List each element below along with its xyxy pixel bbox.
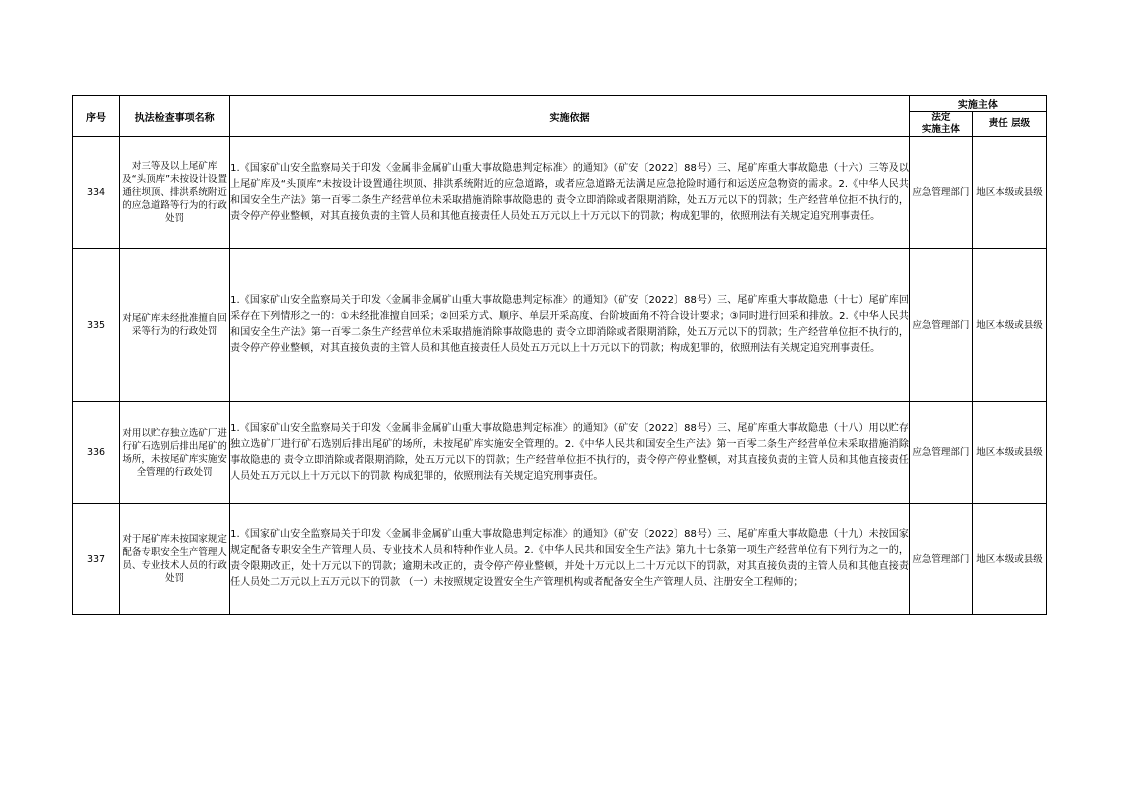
table-row (73, 249, 1047, 402)
header-legal-entity (909, 112, 972, 137)
row-seq: 334 (73, 137, 120, 249)
row-basis: 1.《国家矿山安全监察局关于印发〈金属非金属矿山重大事故隐患判定标准〉的通知》（矿安〔2022〕88号）三、尾矿库重大事故隐患（十八）用以贮存独立选矿厂进行矿石选别后排出尾矿的场所，未按尾矿库实施安全管理的。2.《中华人民共和国安全生产法》第一百零二条生产经营单位未采取措施消除事故隐患的 责令立即消除或者限期消除，处五万元以下的罚款；生产经营单位拒不执行的，责令停产停业整顿，对其直接负责的主管人员和其他直接责任人员处五万元以上十万元以下的罚款 构成犯罪的，依照刑法有关规定追究刑事责任。 (230, 402, 910, 504)
row-seq: 337 (73, 504, 120, 615)
row-item-name: 对尾矿库未经批准擅自回采等行为的行政处罚 (120, 249, 230, 402)
row-basis: 1.《国家矿山安全监察局关于印发〈金属非金属矿山重大事故隐患判定标准〉的通知》（矿安〔2022〕88号）三、尾矿库重大事故隐患（十七）尾矿库回采存在下列情形之一的：①未经批准擅自回采；②回采方式、顺序、单层开采高度、台阶坡面角不符合设计要求；③同时进行回采和排放。2.《中华人民共和国安全生产法》第一百零二条生产经营单位未采取措施消除事故隐患的 责令立即消除或者限期消除，处五万元以下的罚款；生产经营单位拒不执行的，责令停产停业整顿，对其直接负责的主管人员和其他直接责任人员处五万元以上十万元以下的罚款；构成犯罪的，依照刑法有关规定追究刑事责任。 (230, 249, 910, 402)
header-level: 责任 层级 (972, 112, 1046, 137)
header-basis: 实施依据 (230, 96, 910, 137)
row-basis: 1.《国家矿山安全监察局关于印发〈金属非金属矿山重大事故隐患判定标准〉的通知》（矿安〔2022〕88号）三、尾矿库重大事故隐患（十九）未按国家规定配备专职安全生产管理人员、专业技术人员和特种作业人员。2.《中华人民共和国安全生产法》第九十七条第一项生产经营单位有下列行为之一的，责令限期改正，处十万元以下的罚款；逾期未改正的，责令停产停业整顿，并处十万元以上二十万元以下的罚款，对其直接负责的主管人员和其他直接责任人员处二万元以上五万元以下的罚款 （一）未按照规定设置安全生产管理机构或者配备安全生产管理人员、注册安全工程师的； (230, 504, 910, 615)
row-legal-entity: 应急管理部门 (909, 504, 972, 615)
row-legal-entity: 应急管理部门 (909, 249, 972, 402)
enforcement-table (72, 95, 1047, 615)
header-legal-entity-line1: 法定 (931, 112, 951, 123)
row-level: 地区本级或县级 (972, 402, 1046, 504)
header-subject-group: 实施主体 (909, 96, 1046, 112)
row-item-name: 对于尾矿库未按国家规定配备专职安全生产管理人员、专业技术人员的行政处罚 (120, 504, 230, 615)
row-level: 地区本级或县级 (972, 137, 1046, 249)
row-seq: 336 (73, 402, 120, 504)
row-legal-entity: 应急管理部门 (909, 137, 972, 249)
row-level: 地区本级或县级 (972, 504, 1046, 615)
row-basis: 1.《国家矿山安全监察局关于印发〈金属非金属矿山重大事故隐患判定标准〉的通知》（矿安〔2022〕88号）三、尾矿库重大事故隐患（十六）三等及以上尾矿库及“头顶库”未按设计设置通往坝顶、排洪系统附近的应急道路，或者应急道路无法满足应急抢险时通行和运送应急物资的需求。2.《中华人民共和国安全生产法》第一百零二条生产经营单位未采取措施消除事故隐患的 责令立即消除或者限期消除，处五万元以下的罚款；生产经营单位拒不执行的，责令停产停业整顿，对其直接负责的主管人员和其他直接责任人员处五万元以上十万元以下的罚款；构成犯罪的，依照刑法有关规定追究刑事责任。 (230, 137, 910, 249)
table-row (73, 402, 1047, 504)
header-seq: 序号 (73, 96, 120, 137)
table-row (73, 137, 1047, 249)
header-legal-entity-line2: 实施主体 (921, 124, 960, 135)
row-item-name: 对三等及以上尾矿库及“头顶库”未按设计设置通往坝顶、排洪系统附近的应急道路等行为的行政处罚 (120, 137, 230, 249)
table-row (73, 504, 1047, 615)
row-legal-entity: 应急管理部门 (909, 402, 972, 504)
row-level: 地区本级或县级 (972, 249, 1046, 402)
enforcement-table-sheet (72, 95, 1047, 615)
table-header-row (73, 96, 1047, 112)
header-item-name: 执法检查事项名称 (120, 96, 230, 137)
row-seq: 335 (73, 249, 120, 402)
row-item-name: 对用以贮存独立选矿厂进行矿石选别后排出尾矿的场所，未按尾矿库实施安全管理的行政处罚 (120, 402, 230, 504)
